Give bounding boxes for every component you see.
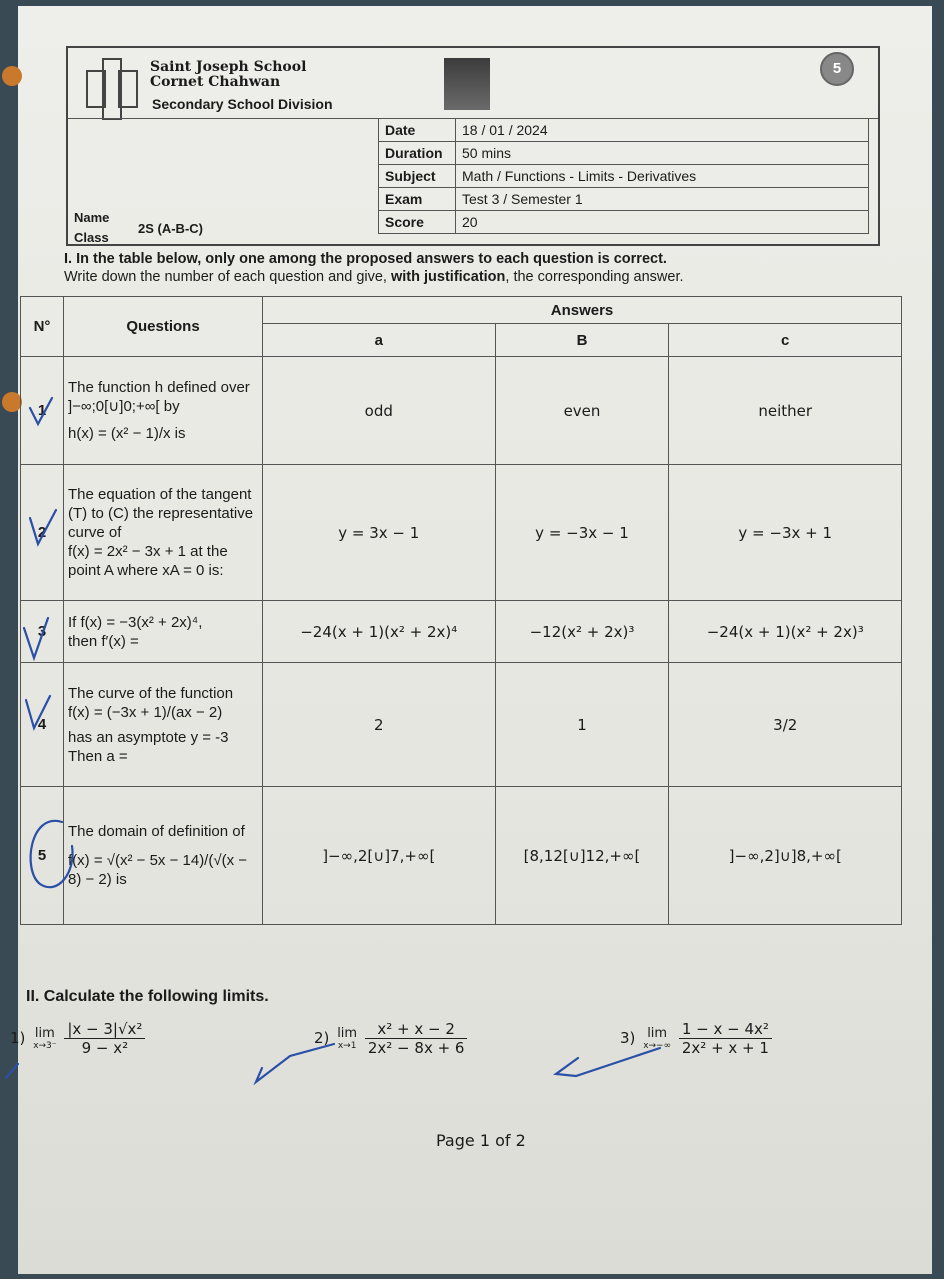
part1-instructions: I. In the table below, only one among the proposed answers to each question is correct. Write down the number of each question and give, with justification, the corresponding answer. xyxy=(64,251,684,285)
exam-info-table: Date 18 / 01 / 2024 Duration 50 mins Subject Math / Functions - Limits - Derivatives Exam Test 3 / Semester 1 Score 20 xyxy=(378,118,869,234)
table-row: 5 The domain of definition of f(x) = √(x² − 5x − 14)/(√(x − 8) − 2) is ]−∞,2[∪]7,+∞[ [8,12[∪]12,+∞[ ]−∞,2]∪]8,+∞[ xyxy=(21,787,902,925)
table-row: 1 The function h defined over ]−∞;0[∪]0;+∞[ by h(x) = (x² − 1)/x is odd even neither xyxy=(21,357,902,465)
checkmark-icon xyxy=(24,618,48,658)
checkmark-icon xyxy=(30,510,56,544)
limit-2: 2) lim x→1 $\frac{\text{x² + x − 2}}{\text{2x² − 8x + 6}}$ xyxy=(314,1020,467,1057)
name-class-labels: Name Class xyxy=(74,210,110,245)
table-row: 4 The curve of the function f(x) = (−3x + 1)/(ax − 2) has an asymptote y = -3 Then a = 2 1 3/2 xyxy=(21,663,902,787)
division-label: Secondary School Division xyxy=(152,96,333,112)
checkmark-icon xyxy=(30,398,52,424)
table-row: 2 The equation of the tangent (T) to (C) the representative curve of f(x) = 2x² − 3x + 1 at the point A where xA = 0 is: y = 3x − 1 y = −3x − 1 y = −3x + 1 xyxy=(21,465,902,601)
checkmark-icon xyxy=(556,1048,660,1076)
page-badge: 5 xyxy=(820,52,854,86)
school-name: Saint Joseph School Cornet Chahwan xyxy=(150,59,307,90)
questions-table: N° Questions Answers a B c 1 The function h defined over ]−∞;0[∪]0;+∞[ by h(x) = (x² − 1)/x is odd even neither 2 The equation of the tangent (T) to (C) the representative curve of f(x) = 2x² − 3x + 1 at the point A where xA = 0 is: y = 3x − 1 y = −3x − 1 y = −3x + 1 3 If f(x) = −3(x² + 2x)⁴, then f′(x) = −24(x + 1)(x² + 2x)⁴ −12(x² + 2x)³ −24(x + 1)(x² + 2x)³ 4 The curve of the function f(x) = (−3x + 1)/(ax − 2) has an asymptote y = -3 Then a = 2 1 3/2 5 The domain of definition of f(x) = √(x² − 5x − 14)/(√(x − 8) − 2) is ]−∞,2[∪]7,+∞[ [8,12[∪]12,+∞[ ]−∞,2]∪]8,+∞[ xyxy=(20,296,902,925)
checkmark-icon xyxy=(256,1044,334,1082)
part2-title: II. Calculate the following limits. xyxy=(26,988,269,1005)
page-number: Page 1 of 2 xyxy=(436,1131,526,1150)
table-row: 3 If f(x) = −3(x² + 2x)⁴, then f′(x) = −24(x + 1)(x² + 2x)⁴ −12(x² + 2x)³ −24(x + 1)(x² + 2x)³ xyxy=(21,601,902,663)
limit-3: 3) lim x→−∞ $\frac{\text{1 − x − 4x²}}{\text{2x² + x + 1}}$ xyxy=(620,1020,772,1057)
limit-1: 1) lim x→3⁻ $\frac{\text{|x − 3|√x²}}{\text{9 − x²}}$ xyxy=(10,1020,145,1057)
checkmark-icon xyxy=(26,696,50,728)
circle-mark-icon xyxy=(31,821,73,887)
class-value: 2S (A-B-C) xyxy=(138,221,203,236)
checkmark-icon xyxy=(6,1064,18,1078)
